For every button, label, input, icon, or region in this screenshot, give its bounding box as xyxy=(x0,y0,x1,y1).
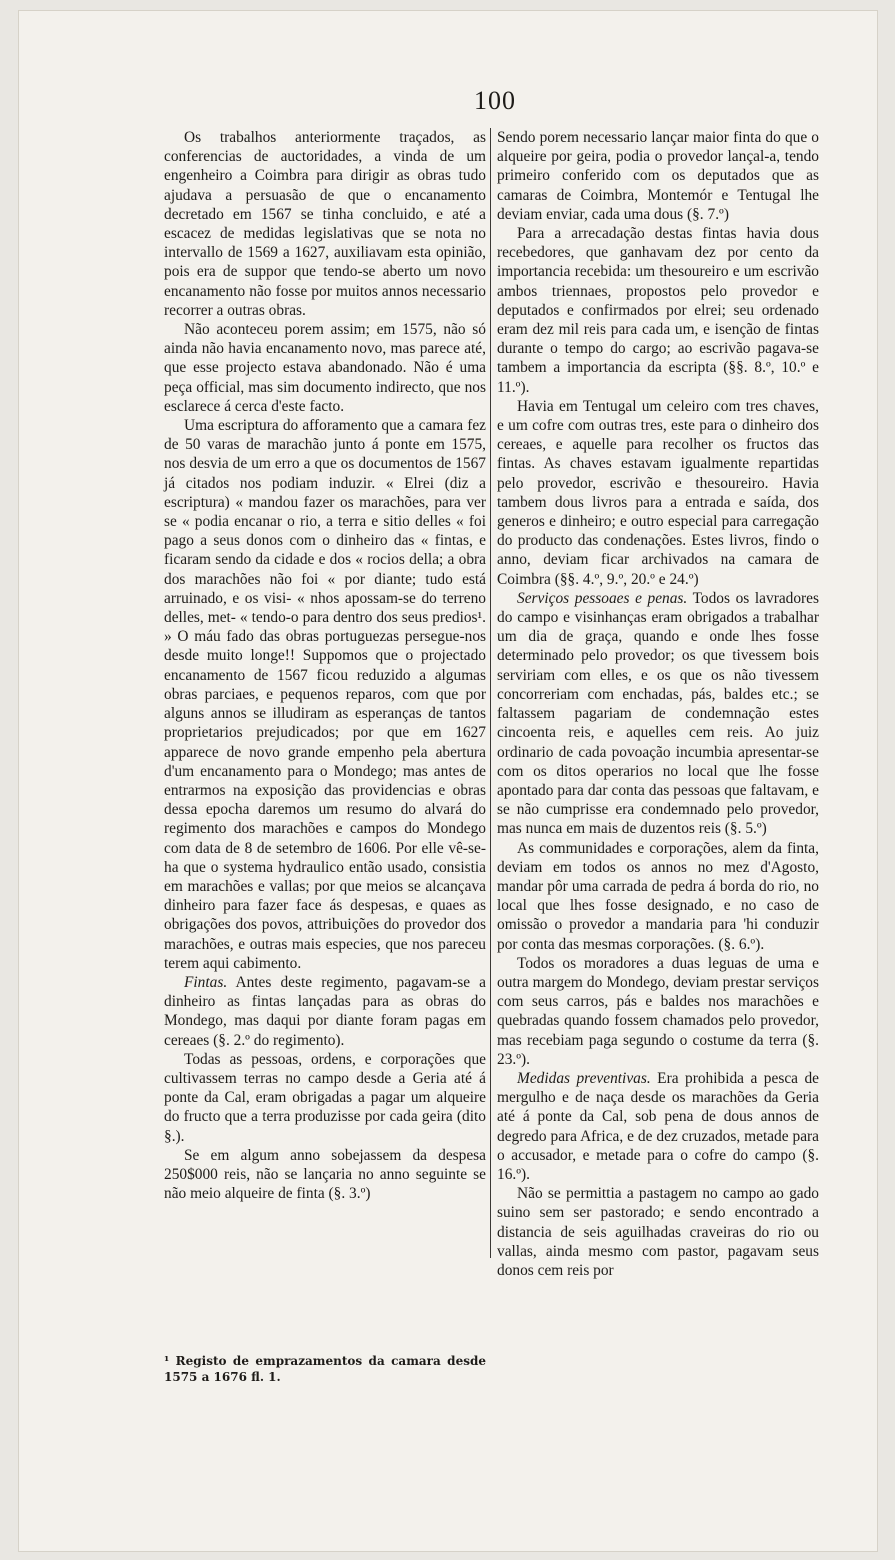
page-number: 100 xyxy=(474,86,516,115)
paragraph: Não aconteceu porem assim; em 1575, não só ainda não havia encanamento novo, mas parece até, que esse projecto estava abandonado. Não é uma peça official, mas sim documento indirecto, que nos esclarece á cerca d'este facto. xyxy=(164,321,486,415)
paragraph: Serviços pessoaes e penas. Todos os lavradores do campo e visinhanças eram obrigados a trabalhar um dia de graça, quando e onde lhes fosse determinado pelo provedor; os que tivessem bois serviriam com elles, e os que os não tivessem concorreriam com enchadas, pás, baldes etc.; se faltassem pagariam de condemnação estes cincoenta reis, e aquelles cem reis. Ao juiz ordinario de cada povoação incumbia apresentar-se com os ditos operarios no local que lhe fosse apontado para dar conta das pessoas que faltavam, e se não cumprisse era condemnado pelo provedor, mas nunca em mais de duzentos reis (§. 5.º) xyxy=(497,589,819,838)
column-divider xyxy=(490,128,491,688)
paragraph: Se em algum anno sobejassem da despesa 250$000 reis, não se lançaria no anno seguinte se não meio alqueire de finta (§. 3.º) xyxy=(164,1146,486,1203)
paragraph: Todas as pessoas, ordens, e corporações que cultivassem terras no campo desde a Geria até á ponte da Cal, eram obrigadas a pagar um alqueire do fructo que a terra produzisse por cada geira (dito §.). xyxy=(164,1050,486,1145)
paragraph: Medidas preventivas. Era prohibida a pesca de mergulho e de naça desde os marachões da Geria até á ponte da Cal, sob pena de dous annos de degredo para Africa, e de dez cruzados, metade para o accusador, e metade para o cofre do campo (§. 16.º). xyxy=(497,1069,819,1183)
column-divider xyxy=(490,688,491,1258)
paragraph: Fintas. Antes deste regimento, pagavam-se a dinheiro as fintas lançadas para as obras do Mondego, mas daqui por diante foram pagas em cereaes (§. 2.º do regimento). xyxy=(164,973,486,1049)
paragraph: As communidades e corporações, alem da finta, deviam em todos os annos no mez d'Agosto, mandar pôr uma carrada de pedra á borda do rio, no local que lhes fosse designado, e no caso de omissão o provedor a mandaria para 'hi conduzir por conta das mesmas corporações. (§. 6.º). xyxy=(497,839,819,953)
left-column xyxy=(164,128,486,1203)
right-column xyxy=(497,128,819,1280)
paragraph: Não se permittia a pastagem no campo ao gado suino sem ser pastorado; e sendo encontrado a distancia de seis aguilhadas craveiras do rio ou vallas, ainda mesmo com pastor, pagavam seus donos cem reis por xyxy=(497,1185,819,1279)
footnote: ¹ Registo de emprazamentos da camara desde 1575 a 1676 fl. 1. xyxy=(164,1354,486,1384)
paragraph: Havia em Tentugal um celeiro com tres chaves, e um cofre com outras tres, este para o dinheiro dos cereaes, e aquelle para recolher os fructos das fintas. As chaves estavam igualmente repartidas pelo provedor, escrivão e thesoureiro. Havia tambem dous livros para a entrada e saída, dos generos e dinheiro; e outro especial para carregação do producto das condenações. Estes livros, findo o anno, deviam ficar archivados na camara de Coimbra (§§. 4.º, 9.º, 20.º e 24.º) xyxy=(497,397,819,588)
paragraph: Para a arrecadação destas fintas havia dous recebedores, que ganhavam dez por cento da importancia recebida: um thesoureiro e um escrivão ambos triennaes, propostos pelo provedor e deputados e confirmados por elrei; seu ordenado eram dez mil reis para cada um, e isenção de fintas durante o tempo do cargo; ao escrivão pagava-se tambem a importancia da escripta (§§. 8.º, 10.º e 11.º). xyxy=(497,225,819,396)
paragraph: Sendo porem necessario lançar maior finta do que o alqueire por geira, podia o provedor lançal-a, tendo primeiro conferido com os deputados que as camaras de Coimbra, Montemór e Tentugal lhe deviam enviar, cada uma dous (§. 7.º) xyxy=(497,129,819,223)
paragraph: Uma escriptura do afforamento que a camara fez de 50 varas de marachão junto á ponte em 1575, nos desvia de um erro a que os documentos de 1567 já citados nos podiam induzir. « Elrei (diz a escriptura) « mandou fazer os marachões, para ver se « podia encanar o rio, a terra e sitio delles « foi pago a seus donos com o dinheiro das « fintas, e ficaram sendo da cidade e dos « rocios della; a obra dos marachões não foi « por diante; tudo está arruinado, e os visi- « nhos apossam-se do terreno delles, met- « tendo-o para dentro dos seus predios¹. » O máu fado das obras portuguezas persegue-nos desde muito longe!! Suppomos que o projectado encanamento de 1567 ficou reduzido a algumas obras parciaes, e pequenos reparos, com que por alguns annos se illudiram as esperanças de tantos proprietarios prejudicados; por que em 1627 apparece de novo grande empenho pela abertura d'um encanamento para o Mondego; mas antes de entrarmos na exposição das providencias e obras dessa epocha daremos um resumo do alvará do regimento dos marachões e campos do Mondego com data de 8 de setembro de 1606. Por elle vê-se-ha que o systema hydraulico então usado, consistia em marachões e vallas; por que meios se alcançava dinheiro para fazer face ás despesas, e quaes as obrigações dos povos, attribuições do provedor dos marachões, e outras mais especies, que nos pareceu terem aqui cabimento. xyxy=(164,417,486,972)
paragraph: Os trabalhos anteriormente traçados, as conferencias de auctoridades, a vinda de um engenheiro a Coimbra para dirigir as obras tudo ajudava a persuasão de que o encanamento decretado em 1567 se tinha concluido, e até a escacez de medidas legislativas que se nota no intervallo de 1569 a 1627, auxiliavam esta opinião, pois era de suppor que tendo-se aberto um novo encanamento não fosse por muitos annos necessario recorrer a outras obras. xyxy=(164,129,486,319)
paragraph: Todos os moradores a duas leguas de uma e outra margem do Mondego, deviam prestar serviços com seus carros, pás e baldes nos marachões e quebradas quando fossem chamados pelo provedor, mas recebiam paga segundo o costume da terra (§. 23.º). xyxy=(497,954,819,1068)
